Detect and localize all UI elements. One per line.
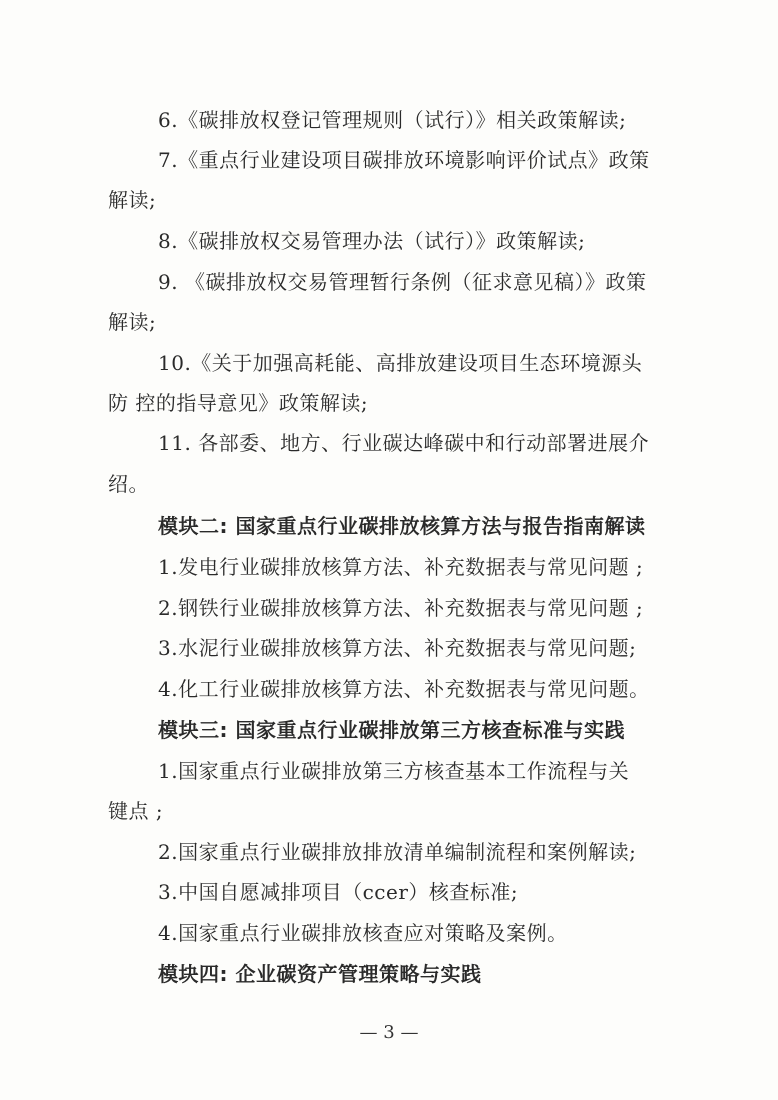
module-3-item-1-continuation: 键点 ; xyxy=(108,799,164,823)
list-item-8: 8.《碳排放权交易管理办法（试行）》政策解读; xyxy=(158,229,586,253)
list-item-7-continuation: 解读; xyxy=(108,188,157,212)
list-item-9-continuation: 解读; xyxy=(108,310,157,334)
module-2-item-2: 2.钢铁行业碳排放核算方法、补充数据表与常见问题 ; xyxy=(158,596,644,620)
module-2-item-1: 1.发电行业碳排放核算方法、补充数据表与常见问题 ; xyxy=(158,555,644,579)
page-number: — 3 — xyxy=(359,1022,419,1043)
list-item-11-continuation: 绍。 xyxy=(108,472,149,496)
list-item-10-continuation: 防 控的指导意见》政策解读; xyxy=(108,391,369,415)
module-3-item-4: 4.国家重点行业碳排放核查应对策略及案例。 xyxy=(158,921,568,945)
module-2-heading: 模块二: 国家重点行业碳排放核算方法与报告指南解读 xyxy=(158,514,646,538)
module-3-heading: 模块三: 国家重点行业碳排放第三方核查标准与实践 xyxy=(158,718,625,742)
module-2-item-4: 4.化工行业碳排放核算方法、补充数据表与常见问题。 xyxy=(158,677,650,701)
list-item-11: 11. 各部委、地方、行业碳达峰碳中和行动部署进展介 xyxy=(158,431,650,455)
module-3-item-2: 2.国家重点行业碳排放排放清单编制流程和案例解读; xyxy=(158,840,637,864)
list-item-10: 10.《关于加强高耗能、高排放建设项目生态环境源头 xyxy=(158,351,643,375)
list-item-9: 9. 《碳排放权交易管理暂行条例（征求意见稿）》政策 xyxy=(158,270,647,294)
module-2-item-3: 3.水泥行业碳排放核算方法、补充数据表与常见问题; xyxy=(158,636,637,660)
module-3-item-3: 3.中国自愿减排项目（ccer）核查标准; xyxy=(158,880,519,904)
list-item-7: 7.《重点行业建设项目碳排放环境影响评价试点》政策 xyxy=(158,148,650,172)
list-item-6: 6.《碳排放权登记管理规则（试行）》相关政策解读; xyxy=(158,108,627,132)
module-3-item-1: 1.国家重点行业碳排放第三方核查基本工作流程与关 xyxy=(158,759,630,783)
module-4-heading: 模块四: 企业碳资产管理策略与实践 xyxy=(158,962,482,986)
